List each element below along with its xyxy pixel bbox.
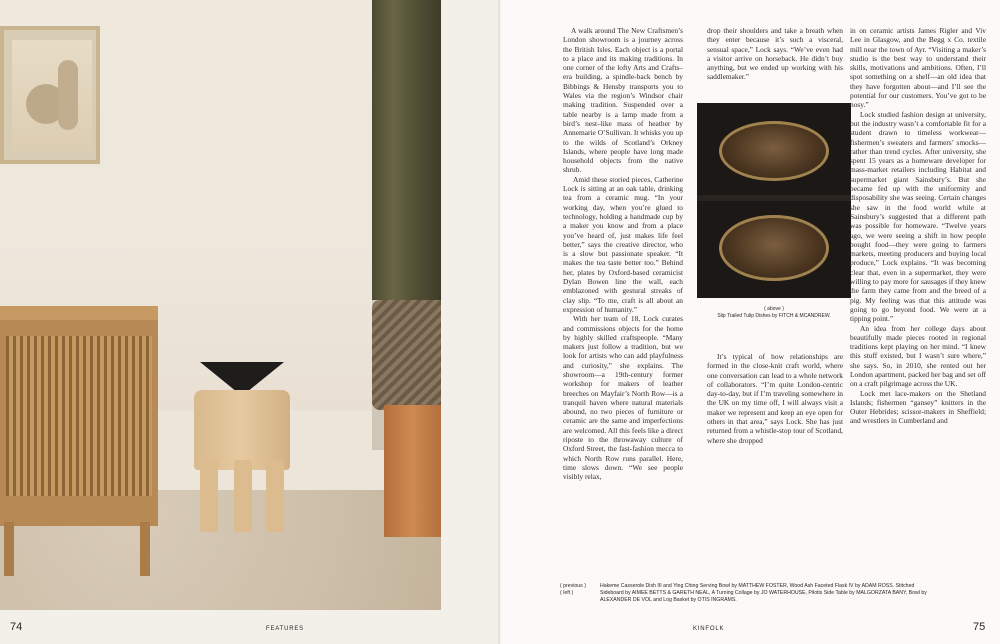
paragraph: A walk around The New Craftsmen’s London showroom is a journey across the British Isles. Each object is a portal to a place and its making traditions. In one corner of the lofty Arts and Crafts–era building, a spindle-back bench by Bibbings & Hensby transports you to Wales via the region’s Windsor chair making tradition. Suspended over a table nearby is a lamp made from a bird’s nest–like mass of heather by Annemarie O’Sullivan. It whisks you up to the wilds of Scotland’s Orkney Islands, where people have long made household objects from the native shrub. <box>563 26 683 175</box>
caption-label: ( above ) <box>764 306 784 312</box>
section-label-right: KINFOLK <box>693 626 725 632</box>
photo-dish <box>719 215 829 281</box>
credits-labels <box>560 583 594 597</box>
article-column-2-lower <box>707 352 843 445</box>
caption-text: Slip Trailed Tulip Dishes by FITCH & MCANDREW. <box>717 313 831 319</box>
photo-table-leg <box>266 460 284 532</box>
interior-photo <box>0 0 441 610</box>
paragraph: An idea from her college days about beautifully made pieces rooted in regional traditions kept playing on her mind. “I knew this stuff existed, but I wasn’t sure where,” she says. So, in 2010, she rented out her London apartment, packed her bag and set off on a craft pilgrimage across the UK. <box>850 323 986 389</box>
photo-terracotta-pot <box>384 405 441 537</box>
paragraph: Lock met lace-makers on the Shetland Islands; fishermen “gansey” knitters in the Outer Hebrides; scissor-makers in Sheffield; and wrestlers in Cumberland and <box>850 388 986 426</box>
photo-curtain <box>372 0 441 330</box>
credits-label-left: ( left ) <box>560 590 574 597</box>
photo-table-leg <box>234 460 252 532</box>
article-column-1 <box>563 26 683 482</box>
paragraph: Lock studied fashion design at university, but the industry wasn’t a comfortable fit for a student drawn to timeless workwear—fishermen’s sweaters and farmers’ smocks—rather than trend cycles. After university, she spent 15 years as a homeware developer for mass-market retailers including Habitat and supermarket giant Sainsbury’s. But she became fed up with the uniformity and disposability she was seeing. Certain changes she saw in the food world while at Sainsbury’s suggested that a different path was possible for homeware. “Twelve years ago, we were seeing a shift in how people bought food—they were going to farmers markets, meeting producers and buying local produce,” Lock explains. “It was becoming clear that, even in a supermarket, they were willing to pay more for sausages if they knew the farm they came from and the breed of a pig. My feeling was that this attitude was going to go beyond food. We were at a tipping point.” <box>850 109 986 324</box>
section-label-left: FEATURES <box>266 626 304 632</box>
figure-caption <box>697 306 851 320</box>
paragraph: in on ceramic artists James Rigler and Viv Lee in Glasgow, and the Begg x Co. textile mill near the town of Ayr. “Visiting a maker’s studio is the best way to understand their skills, motivations and ambitions. Often, I’ll spot something on a shelf—an old idea that they have forgotten about—and I’ll see the potential for our customers. You’ve got to be nosy.” <box>850 26 986 110</box>
spine-shadow <box>498 0 502 644</box>
paragraph: drop their shoulders and take a breath when they enter because it’s such a visceral, sensual space,” Lock says. “We’ve even had a visitor arrive on horseback. He didn’t buy anything, but we ended up working with his saddlemaker.” <box>707 26 843 82</box>
photo-shelf <box>697 195 851 201</box>
photo-table-leg <box>200 460 218 532</box>
photo-credits: Hakeme Casserole Dish III and Ying Ching Serving Bowl by MATTHEW FOSTER, Wood Ash Faceted Flask IV by ADAM ROSS. Stitched Sideboard by AIMEE BETTS & GARETH NEAL, A Turning Collage by JO WATERHOUSE, Pilotis Side Table by MALGORZATA BANY, Bowl by ALEXANDER DE VOL and Log Basket by OTIS INGRAMS. <box>600 583 927 604</box>
paragraph: With her team of 18, Lock curates and commissions objects for the home by highly skilled craftspeople. “Many makers just follow a tradition, but we look for artists who can add playfulness and curiosity,” she explains. The showroom—a 19th-century former workshop for makers of leather breeches on Mayfair’s North Row—is a tranquil haven where natural materials abound, no two pieces of furniture or ceramic are the same and imperfections are welcomed. All this feels like a direct riposte to the throwaway culture of Oxford Street, the fast-fashion mecca to which North Row runs parallel. Here, time slows down. “We see people visibly relax, <box>563 314 683 482</box>
tulip-dishes-photo <box>697 103 851 298</box>
paragraph: It’s typical of how relationships are formed in the close-knit craft world, where one conversation can lead to a whole network of collaborators. “I’m quite London-centric day-to-day, but if I’m traveling somewhere in the UK on my time off, I will always visit a maker we represent and keep an eye open for others in that area,” says Lock. She has just returned from a whistle-stop tour of Scotland, where she dropped <box>707 352 843 445</box>
credits-label-previous: ( previous ) <box>560 583 586 589</box>
article-column-3 <box>850 26 986 426</box>
paragraph: Amid these storied pieces, Catherine Lock is sitting at an oak table, drinking tea from a ceramic mug. “In your working day, when you’re glued to technology, holding a handmade cup by a maker you know and from a place you’ve heard of, just makes life feel better,” says the creative director, who is a slow but passionate speaker. “It makes the tea taste better too.” Behind her, plates by Oxford-based ceramicist Dylan Bowen line the wall, each emblazoned with gestural streaks of clay slip. “To me, craft is all about an expression of humanity.” <box>563 174 683 314</box>
photo-dish <box>719 121 829 181</box>
photo-side-table <box>194 390 290 470</box>
page-number-left: 74 <box>10 621 23 633</box>
page-number-right: 75 <box>973 621 986 633</box>
photo-basket <box>372 300 441 410</box>
article-column-2 <box>707 26 843 82</box>
photo-sideboard <box>0 306 158 526</box>
photo-framed-artwork <box>0 26 100 164</box>
